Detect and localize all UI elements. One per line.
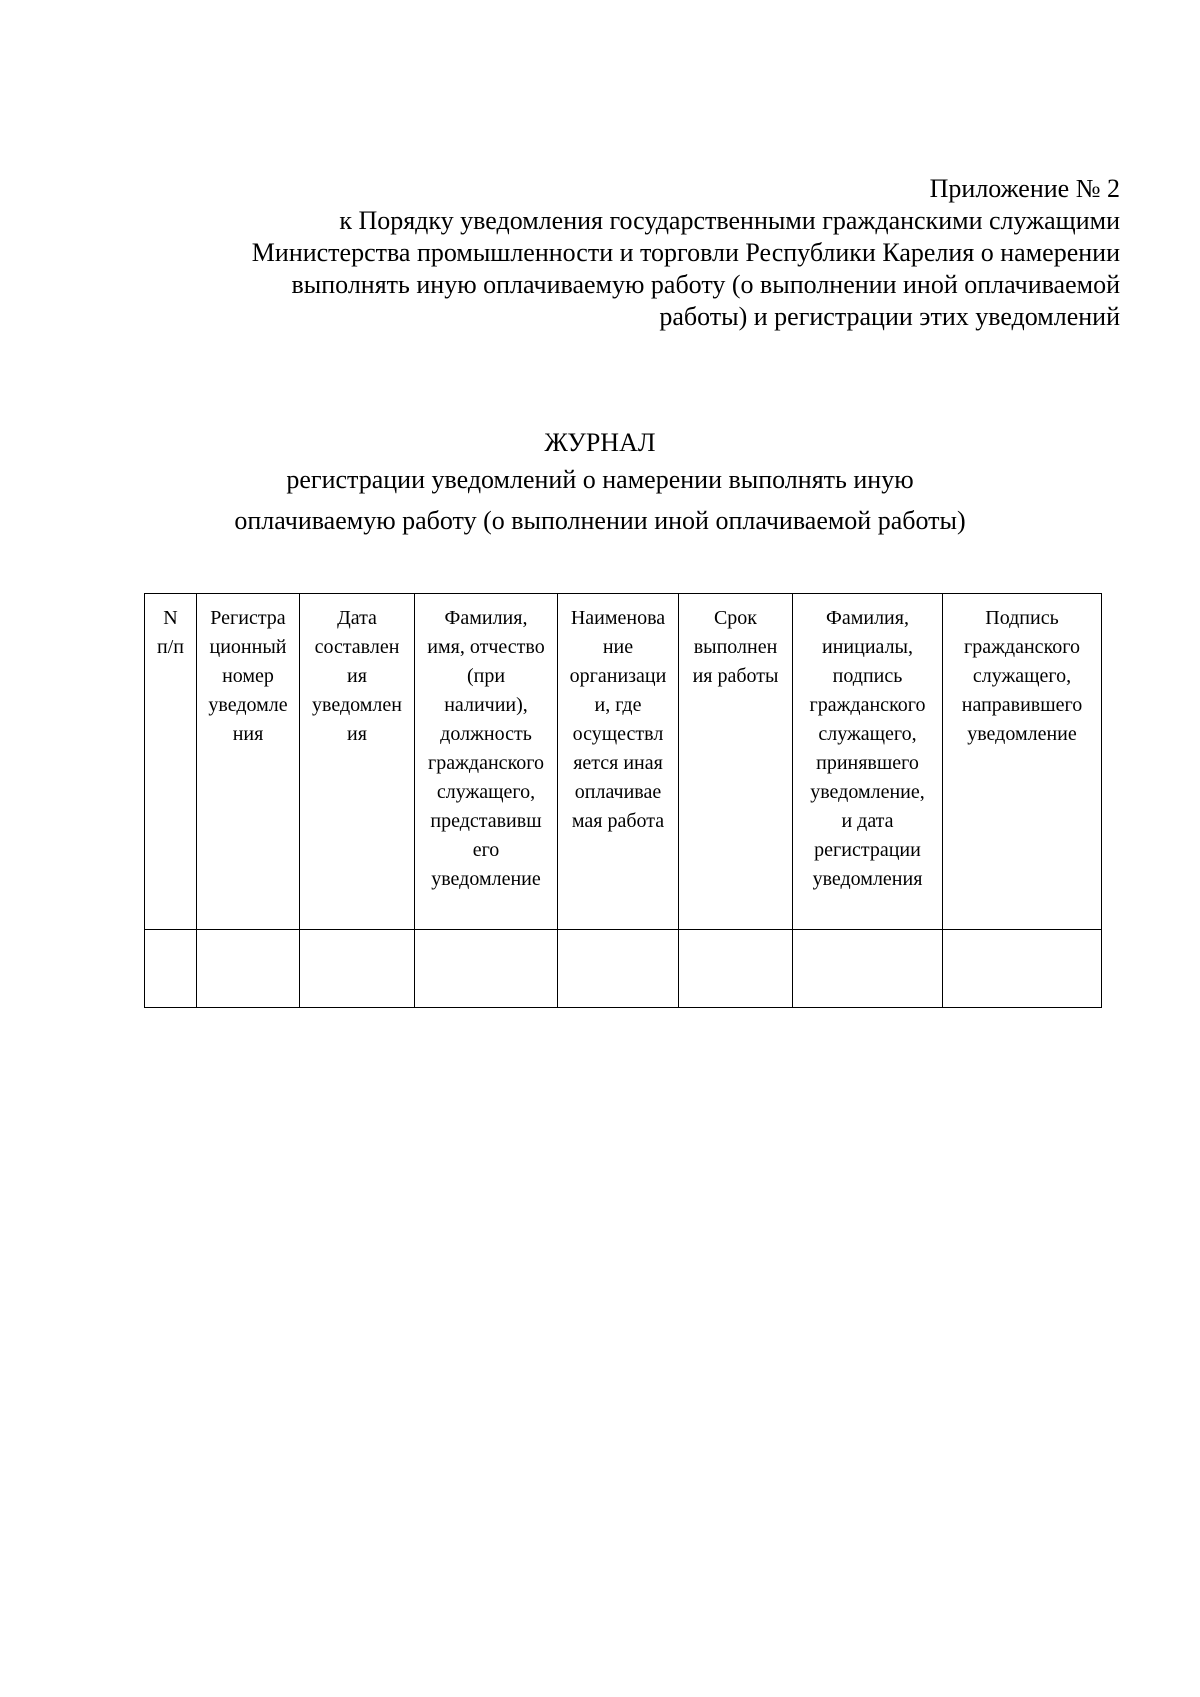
appendix-line: работы) и регистрации этих уведомлений bbox=[659, 302, 1120, 331]
column-header-organization: Наименова ние организаци и, где осуществл яется иная оплачивае мая работа bbox=[558, 594, 679, 930]
table-cell bbox=[197, 930, 300, 1008]
journal-subtitle-line: оплачиваемую работу (о выполнении иной оплачиваемой работы) bbox=[234, 506, 966, 535]
column-header-number: N п/п bbox=[145, 594, 197, 930]
table-header-row bbox=[145, 594, 1102, 930]
appendix-line: к Порядку уведомления государственными гражданскими служащими bbox=[339, 206, 1120, 235]
column-header-full-name: Фамилия, имя, отчество (при наличии), должность гражданского служащего, представивш его уведомление bbox=[415, 594, 558, 930]
journal-subtitle-line: регистрации уведомлений о намерении выполнять иную bbox=[286, 465, 914, 494]
appendix-line: Министерства промышленности и торговли Республики Карелия о намерении bbox=[251, 238, 1120, 267]
table-cell bbox=[415, 930, 558, 1008]
appendix-line: выполнять иную оплачиваемую работу (о выполнении иной оплачиваемой bbox=[291, 270, 1120, 299]
table-row bbox=[145, 930, 1102, 1008]
column-header-signature: Подпись гражданского служащего, направившего уведомление bbox=[943, 594, 1102, 930]
registration-journal-table bbox=[144, 593, 1102, 1008]
journal-heading bbox=[0, 427, 1200, 541]
table-cell bbox=[145, 930, 197, 1008]
journal-title: ЖУРНАЛ bbox=[544, 428, 656, 457]
table-cell bbox=[793, 930, 943, 1008]
table-cell bbox=[300, 930, 415, 1008]
table-cell bbox=[558, 930, 679, 1008]
table-cell bbox=[943, 930, 1102, 1008]
appendix-header bbox=[160, 173, 1120, 333]
column-header-registration-number: Регистра ционный номер уведомле ния bbox=[197, 594, 300, 930]
column-header-receiver: Фамилия, инициалы, подпись гражданского служащего, принявшего уведомление, и дата регистрации уведомления bbox=[793, 594, 943, 930]
column-header-work-term: Срок выполнен ия работы bbox=[679, 594, 793, 930]
column-header-date: Дата составлен ия уведомлен ия bbox=[300, 594, 415, 930]
appendix-number: Приложение № 2 bbox=[929, 174, 1120, 203]
table-cell bbox=[679, 930, 793, 1008]
